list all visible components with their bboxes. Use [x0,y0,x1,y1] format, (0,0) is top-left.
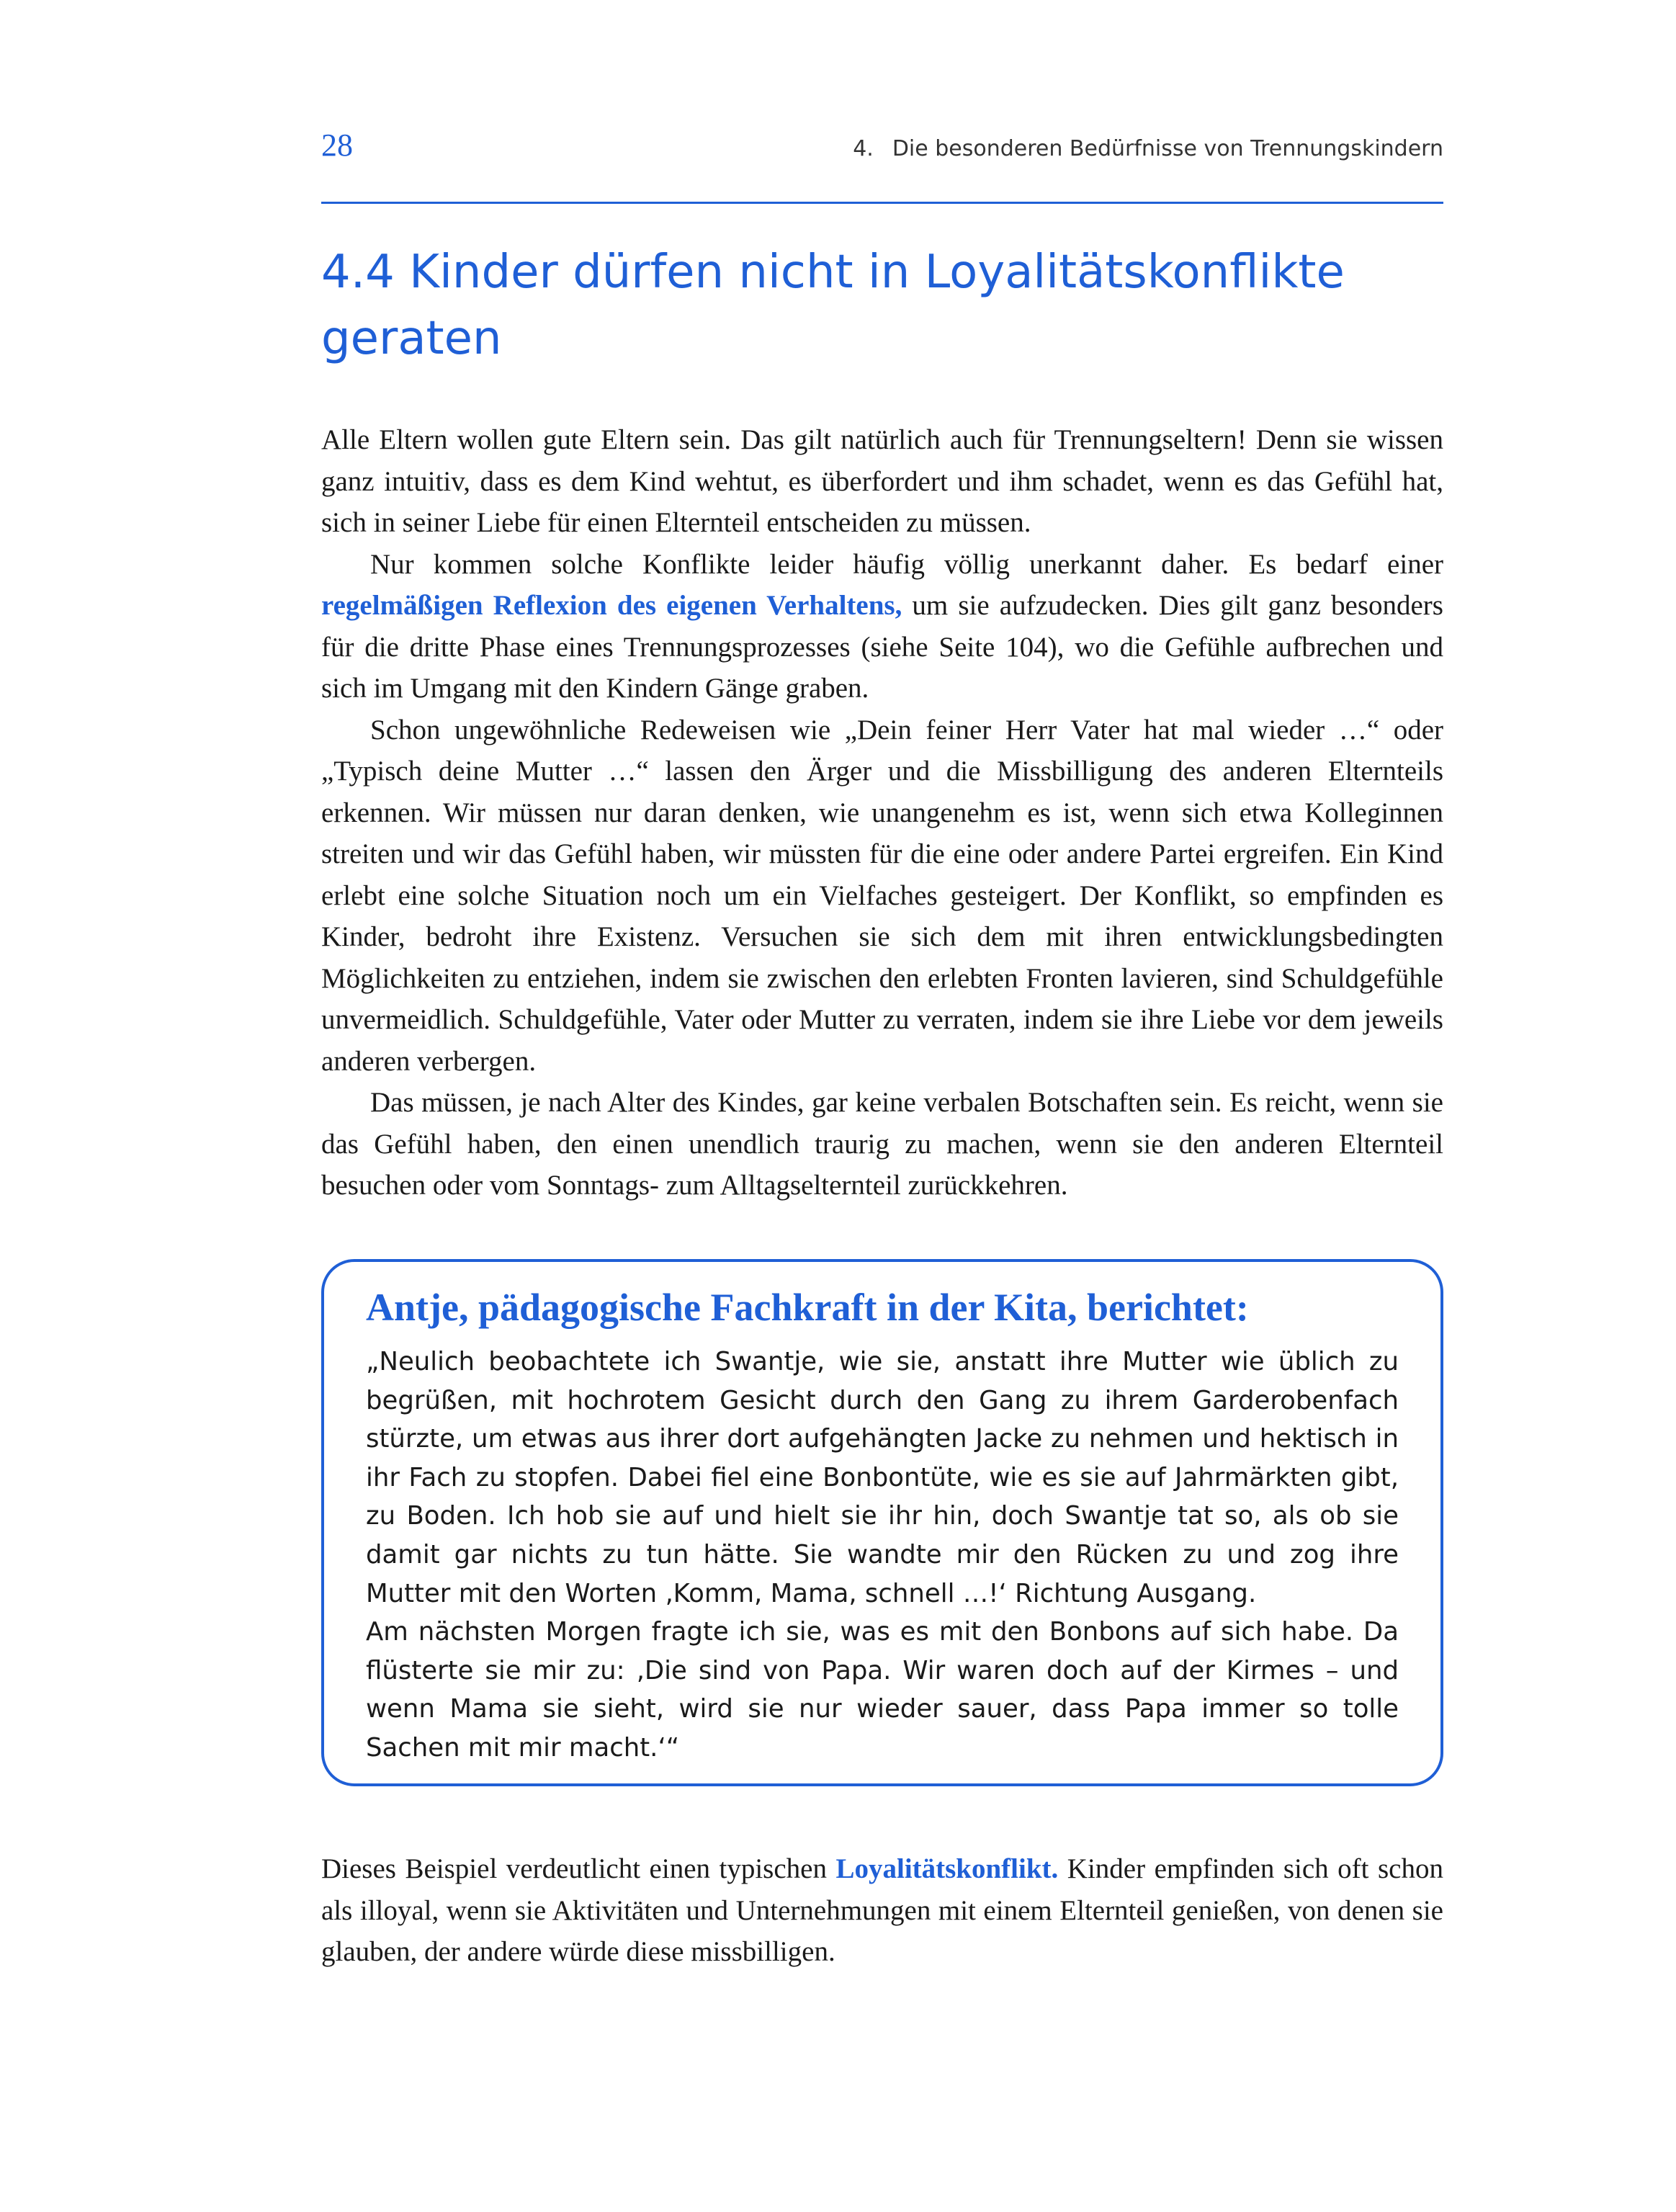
page-number: 28 [321,127,353,163]
closing-paragraph-end: Kinder empfinden sich oft schon als illoyal, wenn sie Aktivitäten und Unternehmungen mit einem Elternteil genießen, von denen sie glauben, der andere würde diese missbilligen. [321,1853,1443,1967]
closing-body [321,1848,1443,1973]
closing-paragraph-start: Dieses Beispiel verdeutlicht einen typischen [321,1853,836,1884]
closing-paragraph [321,1848,1443,1973]
key-term-reflexion: regelmäßigen Reflexion des eigenen Verhaltens, [321,590,902,621]
section-title: 4.4 Kinder dürfen nicht in Loyalitätskonflikte geraten [321,246,1345,365]
chapter-number: 4. [853,136,874,161]
header-rule [321,202,1443,204]
callout-box [321,1259,1443,1786]
body-paragraph-4: Das müssen, je nach Alter des Kindes, gar keine verbalen Botschaften sein. Es reicht, wenn sie das Gefühl haben, den einen unendlich traurig zu machen, wenn sie den anderen Elternteil besuchen oder vom Sonntags- zum Alltagselternteil zurückkehren. [321,1087,1443,1201]
running-header [853,138,1443,160]
body-paragraph-2-start: Nur kommen solche Konflikte leider häufig völlig unerkannt daher. Es bedarf einer [370,548,1443,580]
key-term-loyalitaetskonflikt: Loyalitätskonflikt. [835,1853,1059,1884]
body-paragraph-3: Schon ungewöhnliche Redeweisen wie „Dein feiner Herr Vater hat mal wieder …“ oder „Typisch deine Mutter …“ lassen den Ärger und die Missbilligung des anderen Elternteils erkennen. Wir müssen nur daran denken, wie unangenehm es ist, wenn sich etwa Kolleginnen streiten und wir das Gefühl haben, wir müssten für die eine oder andere Partei ergreifen. Ein Kind erlebt eine solche Situation noch um ein Vielfaches gesteigert. Der Konflikt, so empfinden es Kinder, bedroht ihre Existenz. Versuchen sie sich dem mit ihren entwicklungsbedingten Möglichkeiten zu entziehen, indem sie zwischen den erlebten Fronten lavieren, sind Schuldgefühle unvermeidlich. Schuldgefühle, Vater oder Mutter zu verraten, indem sie ihre Liebe vor dem jeweils anderen verbergen. [321,714,1443,1077]
callout-title: Antje, pädagogische Fachkraft in der Kita, berichtet: [366,1286,1249,1329]
callout-paragraph-1: „Neulich beobachtete ich Swantje, wie sie, anstatt ihre Mutter wie üblich zu begrüßen, mit hochrotem Gesicht durch den Gang zu ihrem Garderobenfach stürzte, um etwas aus ihrer dort aufgehängten Jacke zu nehmen und hektisch in ihr Fach zu stopfen. Dabei fiel eine Bonbontüte, wie es sie auf Jahrmärkten gibt, zu Boden. Ich hob sie auf und hielt sie ihr hin, doch Swantje tat so, als ob sie damit gar nichts zu tun hätte. Sie wandte mir den Rücken zu und zog ihre Mutter mit den Worten ‚Komm, Mama, schnell …!‘ Richtung Ausgang. [366,1347,1399,1608]
body-paragraph-1: Alle Eltern wollen gute Eltern sein. Das gilt natürlich auch für Trennungseltern! Denn sie wissen ganz intuitiv, dass es dem Kind wehtut, es überfordert und ihm schadet, wenn es das Gefühl hat, sich in seiner Liebe für einen Elternteil entscheiden zu müssen. [321,424,1443,538]
callout-paragraph-2: Am nächsten Morgen fragte ich sie, was es mit den Bonbons auf sich habe. Da flüsterte sie mir zu: ‚Die sind von Papa. Wir waren doch auf der Kirmes – und wenn Mama sie sieht, wird sie nur wieder sauer, dass Papa immer so tolle Sachen mit mir macht.‘“ [366,1617,1399,1763]
body-paragraph-2 [321,544,1443,709]
body-paragraph-2-end: um sie aufzudecken. Dies gilt ganz besonders für die dritte Phase eines Trennungsprozesses (siehe Seite 104), wo die Gefühle aufbrechen und sich im Umgang mit den Kindern Gänge graben. [321,590,1443,704]
main-body [321,419,1443,1206]
callout-text [366,1343,1399,1768]
chapter-title: Die besonderen Bedürfnisse von Trennungskindern [892,136,1443,161]
